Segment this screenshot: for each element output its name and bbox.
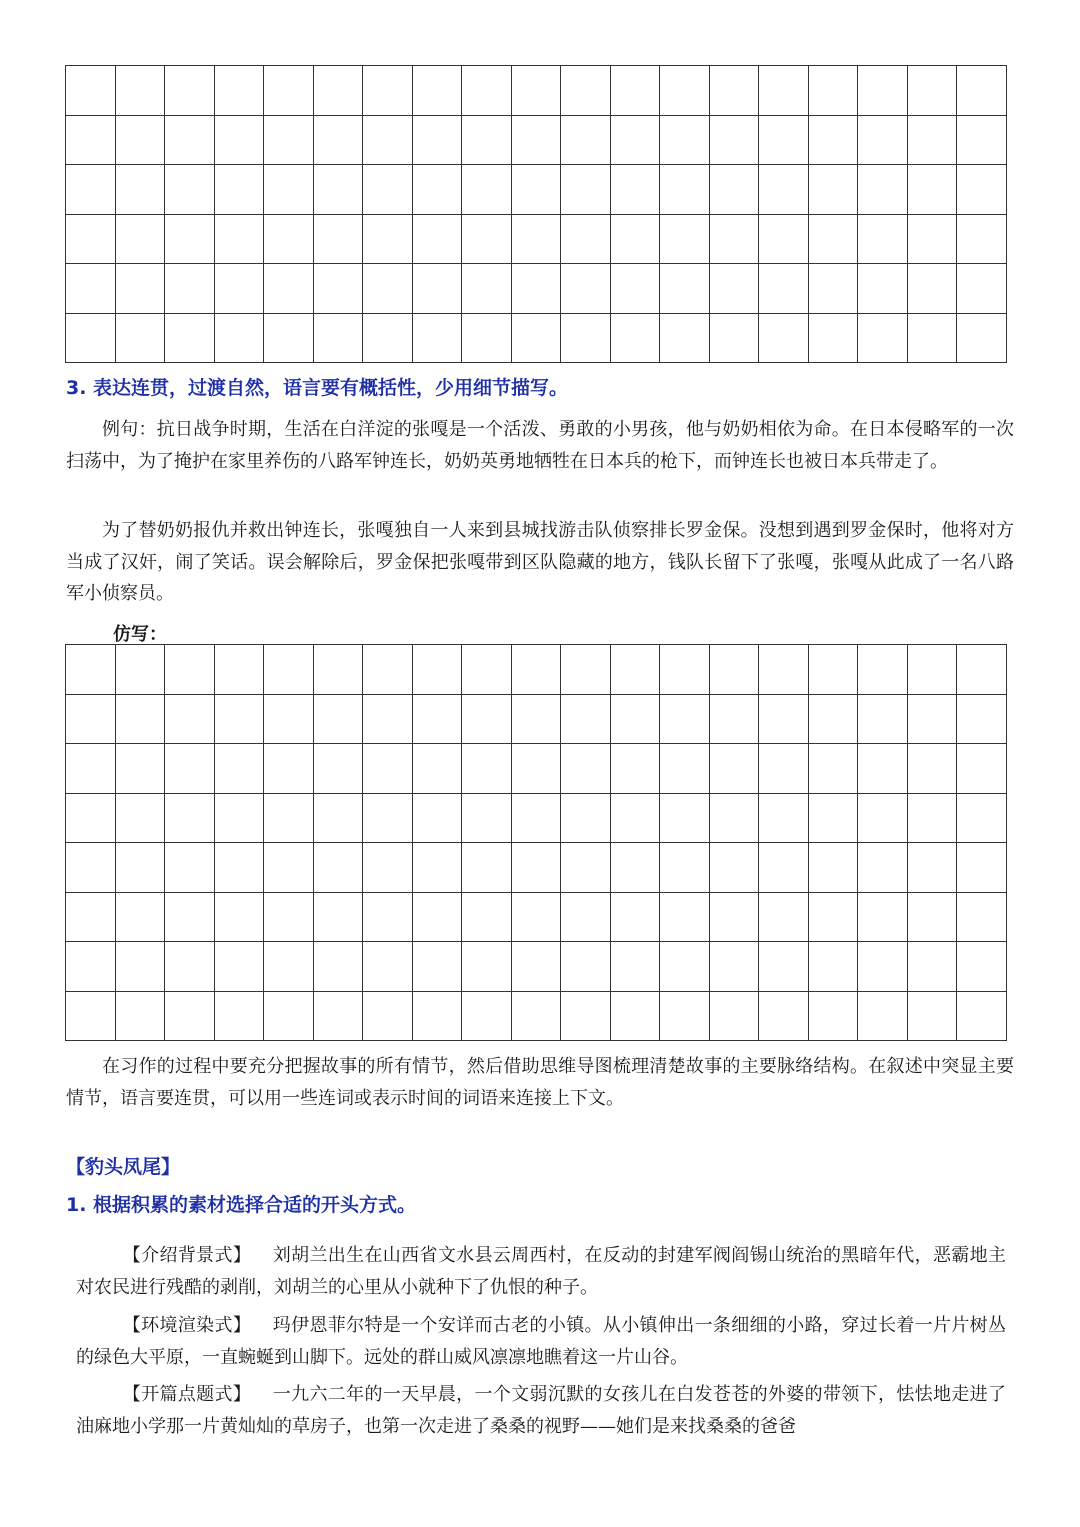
grid-cell[interactable] [462,215,512,265]
grid-cell[interactable] [116,794,166,844]
grid-cell[interactable] [858,744,908,794]
grid-cell[interactable] [462,165,512,215]
grid-cell[interactable] [264,794,314,844]
grid-cell[interactable] [561,992,611,1042]
grid-cell[interactable] [363,744,413,794]
grid-cell[interactable] [858,215,908,265]
grid-cell[interactable] [660,843,710,893]
grid-cell[interactable] [957,893,1007,943]
grid-cell[interactable] [413,264,463,314]
grid-cell[interactable] [809,695,859,745]
grid-cell[interactable] [165,794,215,844]
grid-cell[interactable] [215,645,265,695]
opening-item-theme [76,1379,1006,1442]
grid-cell[interactable] [314,116,364,166]
opening-item-tag: 【环境渲染式】 [122,1315,252,1336]
grid-cell[interactable] [165,744,215,794]
grid-cell[interactable] [908,843,958,893]
grid-cell[interactable] [957,942,1007,992]
grid-cell[interactable] [660,215,710,265]
grid-cell[interactable] [809,942,859,992]
grid-cell[interactable] [561,843,611,893]
grid-cell[interactable] [314,314,364,364]
grid-cell[interactable] [858,66,908,116]
grid-cell[interactable] [462,116,512,166]
grid-cell[interactable] [66,942,116,992]
grid-cell[interactable] [462,695,512,745]
grid-cell[interactable] [363,645,413,695]
grid-cell[interactable] [957,116,1007,166]
grid-cell[interactable] [165,942,215,992]
grid-cell[interactable] [908,264,958,314]
grid-cell[interactable] [858,695,908,745]
grid-cell[interactable] [710,794,760,844]
grid-cell[interactable] [363,992,413,1042]
example-paragraph-1: 例句：抗日战争时期，生活在白洋淀的张嘎是一个活泼、勇敢的小男孩，他与奶奶相依为命。在日本侵略军的一次扫荡中，为了掩护在家里养伤的八路军钟连长，奶奶英勇地牺牲在日本兵的枪下，而钟连长也被日本兵带走了。 [66,419,1014,472]
grid-cell[interactable] [215,66,265,116]
grid-cell[interactable] [611,264,661,314]
grid-cell[interactable] [759,794,809,844]
grid-cell[interactable] [957,645,1007,695]
grid-cell[interactable] [116,843,166,893]
grid-cell[interactable] [215,695,265,745]
grid-cell[interactable] [512,645,562,695]
grid-cell[interactable] [611,215,661,265]
grid-cell[interactable] [611,645,661,695]
grid-cell[interactable] [512,314,562,364]
grid-cell[interactable] [611,116,661,166]
grid-cell[interactable] [165,66,215,116]
grid-cell[interactable] [710,116,760,166]
grid-cell[interactable] [66,264,116,314]
grid-cell[interactable] [116,66,166,116]
grid-cell[interactable] [512,264,562,314]
grid-cell[interactable] [462,314,512,364]
grid-cell[interactable] [462,66,512,116]
grid-cell[interactable] [264,116,314,166]
opening-item-text: 一九六二年的一天早晨，一个文弱沉默的女孩儿在白发苍苍的外婆的带领下，怯怯地走进了油麻地小学那一片黄灿灿的草房子，也第一次走进了桑桑的视野——她们是来找桑桑的爸爸 [76,1384,1006,1437]
grid-cell[interactable] [363,116,413,166]
grid-cell[interactable] [314,165,364,215]
grid-cell[interactable] [264,992,314,1042]
grid-cell[interactable] [314,744,364,794]
grid-cell[interactable] [957,744,1007,794]
summary-paragraph: 在习作的过程中要充分把握故事的所有情节，然后借助思维导图梳理清楚故事的主要脉络结构。在叙述中突显主要情节，语言要连贯，可以用一些连词或表示时间的词语来连接上下文。 [66,1056,1014,1109]
grid-cell[interactable] [413,695,463,745]
grid-cell[interactable] [660,992,710,1042]
grid-cell[interactable] [660,744,710,794]
grid-cell[interactable] [759,66,809,116]
grid-cell[interactable] [908,942,958,992]
grid-cell[interactable] [462,843,512,893]
grid-cell[interactable] [561,744,611,794]
grid-cell[interactable] [809,645,859,695]
opening-methods-heading: 1. 根据积累的素材选择合适的开头方式。 [66,1194,417,1216]
grid-cell[interactable] [215,893,265,943]
grid-cell[interactable] [264,893,314,943]
grid-cell[interactable] [710,695,760,745]
grid-cell[interactable] [512,794,562,844]
grid-cell[interactable] [957,992,1007,1042]
grid-cell[interactable] [215,794,265,844]
grid-cell[interactable] [66,645,116,695]
grid-cell[interactable] [611,695,661,745]
grid-cell[interactable] [809,314,859,364]
grid-cell[interactable] [314,695,364,745]
grid-cell[interactable] [462,264,512,314]
grid-cell[interactable] [611,744,661,794]
grid-cell[interactable] [957,66,1007,116]
grid-cell[interactable] [462,794,512,844]
grid-cell[interactable] [413,744,463,794]
grid-cell[interactable] [363,695,413,745]
grid-cell[interactable] [512,116,562,166]
grid-cell[interactable] [116,695,166,745]
grid-cell[interactable] [809,116,859,166]
grid-cell[interactable] [215,116,265,166]
grid-cell[interactable] [116,744,166,794]
grid-cell[interactable] [116,165,166,215]
grid-cell[interactable] [561,314,611,364]
grid-cell[interactable] [264,645,314,695]
grid-cell[interactable] [611,165,661,215]
grid-cell[interactable] [561,66,611,116]
grid-cell[interactable] [512,215,562,265]
grid-cell[interactable] [957,215,1007,265]
grid-cell[interactable] [165,314,215,364]
grid-cell[interactable] [66,992,116,1042]
grid-cell[interactable] [462,645,512,695]
grid-cell[interactable] [413,794,463,844]
grid-cell[interactable] [165,843,215,893]
grid-cell[interactable] [908,744,958,794]
grid-cell[interactable] [314,942,364,992]
grid-cell[interactable] [314,645,364,695]
grid-cell[interactable] [512,66,562,116]
grid-cell[interactable] [809,794,859,844]
grid-cell[interactable] [660,66,710,116]
grid-cell[interactable] [858,893,908,943]
grid-cell[interactable] [710,314,760,364]
grid-cell[interactable] [413,992,463,1042]
grid-cell[interactable] [116,264,166,314]
grid-cell[interactable] [809,264,859,314]
grid-cell[interactable] [957,264,1007,314]
grid-cell[interactable] [611,314,661,364]
grid-cell[interactable] [215,215,265,265]
grid-cell[interactable] [561,645,611,695]
grid-cell[interactable] [314,843,364,893]
grid-cell[interactable] [611,893,661,943]
grid-cell[interactable] [611,992,661,1042]
opening-item-tag: 【开篇点题式】 [122,1384,252,1405]
grid-cell[interactable] [660,165,710,215]
grid-cell[interactable] [215,314,265,364]
grid-cell[interactable] [215,165,265,215]
grid-cell[interactable] [512,744,562,794]
grid-cell[interactable] [611,66,661,116]
grid-cell[interactable] [710,165,760,215]
grid-cell[interactable] [809,215,859,265]
grid-cell[interactable] [165,215,215,265]
grid-cell[interactable] [858,165,908,215]
grid-cell[interactable] [215,744,265,794]
grid-cell[interactable] [611,794,661,844]
grid-cell[interactable] [561,264,611,314]
grid-cell[interactable] [512,165,562,215]
grid-cell[interactable] [413,314,463,364]
grid-cell[interactable] [66,314,116,364]
grid-cell[interactable] [957,843,1007,893]
grid-cell[interactable] [165,992,215,1042]
grid-cell[interactable] [66,695,116,745]
grid-cell[interactable] [363,314,413,364]
grid-cell[interactable] [462,942,512,992]
writing-grid-top[interactable] [65,65,1007,363]
grid-cell[interactable] [710,264,760,314]
grid-cell[interactable] [660,645,710,695]
grid-cell[interactable] [759,264,809,314]
grid-cell[interactable] [116,645,166,695]
grid-cell[interactable] [908,893,958,943]
grid-cell[interactable] [957,314,1007,364]
grid-cell[interactable] [215,264,265,314]
grid-cell[interactable] [264,66,314,116]
grid-cell[interactable] [660,794,710,844]
grid-cell[interactable] [710,942,760,992]
grid-cell[interactable] [809,66,859,116]
grid-cell[interactable] [908,66,958,116]
grid-cell[interactable] [363,264,413,314]
grid-cell[interactable] [165,695,215,745]
baotou-fengwei-title: 【豹头凤尾】 [66,1156,181,1178]
grid-cell[interactable] [413,66,463,116]
grid-cell[interactable] [215,942,265,992]
grid-cell[interactable] [858,942,908,992]
grid-cell[interactable] [264,942,314,992]
grid-cell[interactable] [858,645,908,695]
grid-cell[interactable] [759,165,809,215]
grid-cell[interactable] [116,893,166,943]
grid-cell[interactable] [66,66,116,116]
grid-cell[interactable] [413,215,463,265]
grid-cell[interactable] [413,942,463,992]
grid-cell[interactable] [116,116,166,166]
grid-cell[interactable] [512,893,562,943]
writing-grid-imitate[interactable] [65,644,1007,1041]
grid-cell[interactable] [462,893,512,943]
grid-cell[interactable] [413,893,463,943]
grid-cell[interactable] [314,893,364,943]
grid-cell[interactable] [809,843,859,893]
grid-cell[interactable] [561,794,611,844]
grid-cell[interactable] [660,264,710,314]
grid-cell[interactable] [957,695,1007,745]
grid-cell[interactable] [363,794,413,844]
grid-cell[interactable] [759,893,809,943]
grid-cell[interactable] [561,942,611,992]
grid-cell[interactable] [660,695,710,745]
grid-cell[interactable] [710,843,760,893]
grid-cell[interactable] [66,116,116,166]
grid-cell[interactable] [908,215,958,265]
grid-cell[interactable] [759,843,809,893]
grid-cell[interactable] [611,843,661,893]
grid-cell[interactable] [858,843,908,893]
grid-cell[interactable] [710,215,760,265]
grid-cell[interactable] [116,314,166,364]
grid-cell[interactable] [264,744,314,794]
grid-cell[interactable] [809,744,859,794]
grid-cell[interactable] [512,695,562,745]
opening-item-text: 刘胡兰出生在山西省文水县云周西村，在反动的封建军阀阎锡山统治的黑暗年代，恶霸地主对农民进行残酷的剥削，刘胡兰的心里从小就种下了仇恨的种子。 [76,1245,1006,1298]
grid-cell[interactable] [710,744,760,794]
grid-cell[interactable] [908,165,958,215]
grid-cell[interactable] [710,893,760,943]
grid-cell[interactable] [908,695,958,745]
opening-item-tag: 【介绍背景式】 [122,1245,252,1266]
grid-cell[interactable] [512,992,562,1042]
grid-cell[interactable] [413,165,463,215]
opening-item-environment [76,1310,1006,1373]
grid-cell[interactable] [561,215,611,265]
grid-cell[interactable] [858,264,908,314]
grid-cell[interactable] [660,942,710,992]
grid-cell[interactable] [66,165,116,215]
grid-cell[interactable] [363,893,413,943]
grid-cell[interactable] [165,645,215,695]
grid-cell[interactable] [264,165,314,215]
grid-cell[interactable] [314,264,364,314]
grid-cell[interactable] [908,794,958,844]
grid-cell[interactable] [957,794,1007,844]
grid-cell[interactable] [660,893,710,943]
grid-cell[interactable] [363,942,413,992]
grid-cell[interactable] [413,645,463,695]
grid-cell[interactable] [809,893,859,943]
grid-cell[interactable] [314,215,364,265]
grid-cell[interactable] [314,992,364,1042]
grid-cell[interactable] [66,893,116,943]
grid-cell[interactable] [165,264,215,314]
grid-cell[interactable] [908,992,958,1042]
grid-cell[interactable] [363,843,413,893]
example-paragraph-2: 为了替奶奶报仇并救出钟连长，张嘎独自一人来到县城找游击队侦察排长罗金保。没想到遇到罗金保时，他将对方当成了汉奸，闹了笑话。误会解除后，罗金保把张嘎带到区队隐藏的地方，钱队长留下了张嘎，张嘎从此成了一名八路军小侦察员。 [66,520,1014,604]
grid-cell[interactable] [759,116,809,166]
grid-cell[interactable] [858,116,908,166]
grid-cell[interactable] [809,165,859,215]
grid-cell[interactable] [66,843,116,893]
grid-cell[interactable] [413,116,463,166]
grid-cell[interactable] [908,645,958,695]
grid-cell[interactable] [858,992,908,1042]
grid-cell[interactable] [264,843,314,893]
grid-cell[interactable] [512,843,562,893]
grid-cell[interactable] [908,314,958,364]
grid-cell[interactable] [561,116,611,166]
grid-cell[interactable] [759,314,809,364]
grid-cell[interactable] [413,843,463,893]
grid-cell[interactable] [710,992,760,1042]
opening-item-text: 玛伊恩菲尔特是一个安详而古老的小镇。从小镇伸出一条细细的小路，穿过长着一片片树丛的绿色大平原，一直蜿蜒到山脚下。远处的群山威风凛凛地瞧着这一片山谷。 [76,1315,1006,1368]
grid-cell[interactable] [759,992,809,1042]
grid-cell[interactable] [660,314,710,364]
grid-cell[interactable] [809,992,859,1042]
section-3-heading: 3. 表达连贯，过渡自然，语言要有概括性，少用细节描写。 [66,377,569,399]
grid-cell[interactable] [116,215,166,265]
grid-cell[interactable] [660,116,710,166]
grid-cell[interactable] [759,215,809,265]
grid-cell[interactable] [116,992,166,1042]
grid-cell[interactable] [314,794,364,844]
grid-cell[interactable] [215,992,265,1042]
grid-cell[interactable] [116,942,166,992]
grid-cell[interactable] [858,314,908,364]
grid-cell[interactable] [759,695,809,745]
grid-cell[interactable] [561,695,611,745]
grid-cell[interactable] [561,893,611,943]
grid-cell[interactable] [759,645,809,695]
grid-cell[interactable] [264,314,314,364]
grid-cell[interactable] [314,66,364,116]
grid-cell[interactable] [264,695,314,745]
grid-cell[interactable] [561,165,611,215]
opening-item-background [76,1240,1006,1303]
grid-cell[interactable] [66,794,116,844]
grid-cell[interactable] [363,66,413,116]
grid-cell[interactable] [66,215,116,265]
grid-cell[interactable] [512,942,562,992]
grid-cell[interactable] [264,215,314,265]
grid-cell[interactable] [363,215,413,265]
grid-cell[interactable] [759,942,809,992]
grid-cell[interactable] [710,66,760,116]
grid-cell[interactable] [908,116,958,166]
grid-cell[interactable] [858,794,908,844]
grid-cell[interactable] [165,893,215,943]
grid-cell[interactable] [462,992,512,1042]
grid-cell[interactable] [264,264,314,314]
grid-cell[interactable] [759,744,809,794]
imitate-label: 仿写： [113,624,167,645]
grid-cell[interactable] [165,165,215,215]
grid-cell[interactable] [215,843,265,893]
grid-cell[interactable] [957,165,1007,215]
grid-cell[interactable] [462,744,512,794]
grid-cell[interactable] [165,116,215,166]
grid-cell[interactable] [710,645,760,695]
grid-cell[interactable] [66,744,116,794]
grid-cell[interactable] [363,165,413,215]
grid-cell[interactable] [611,942,661,992]
